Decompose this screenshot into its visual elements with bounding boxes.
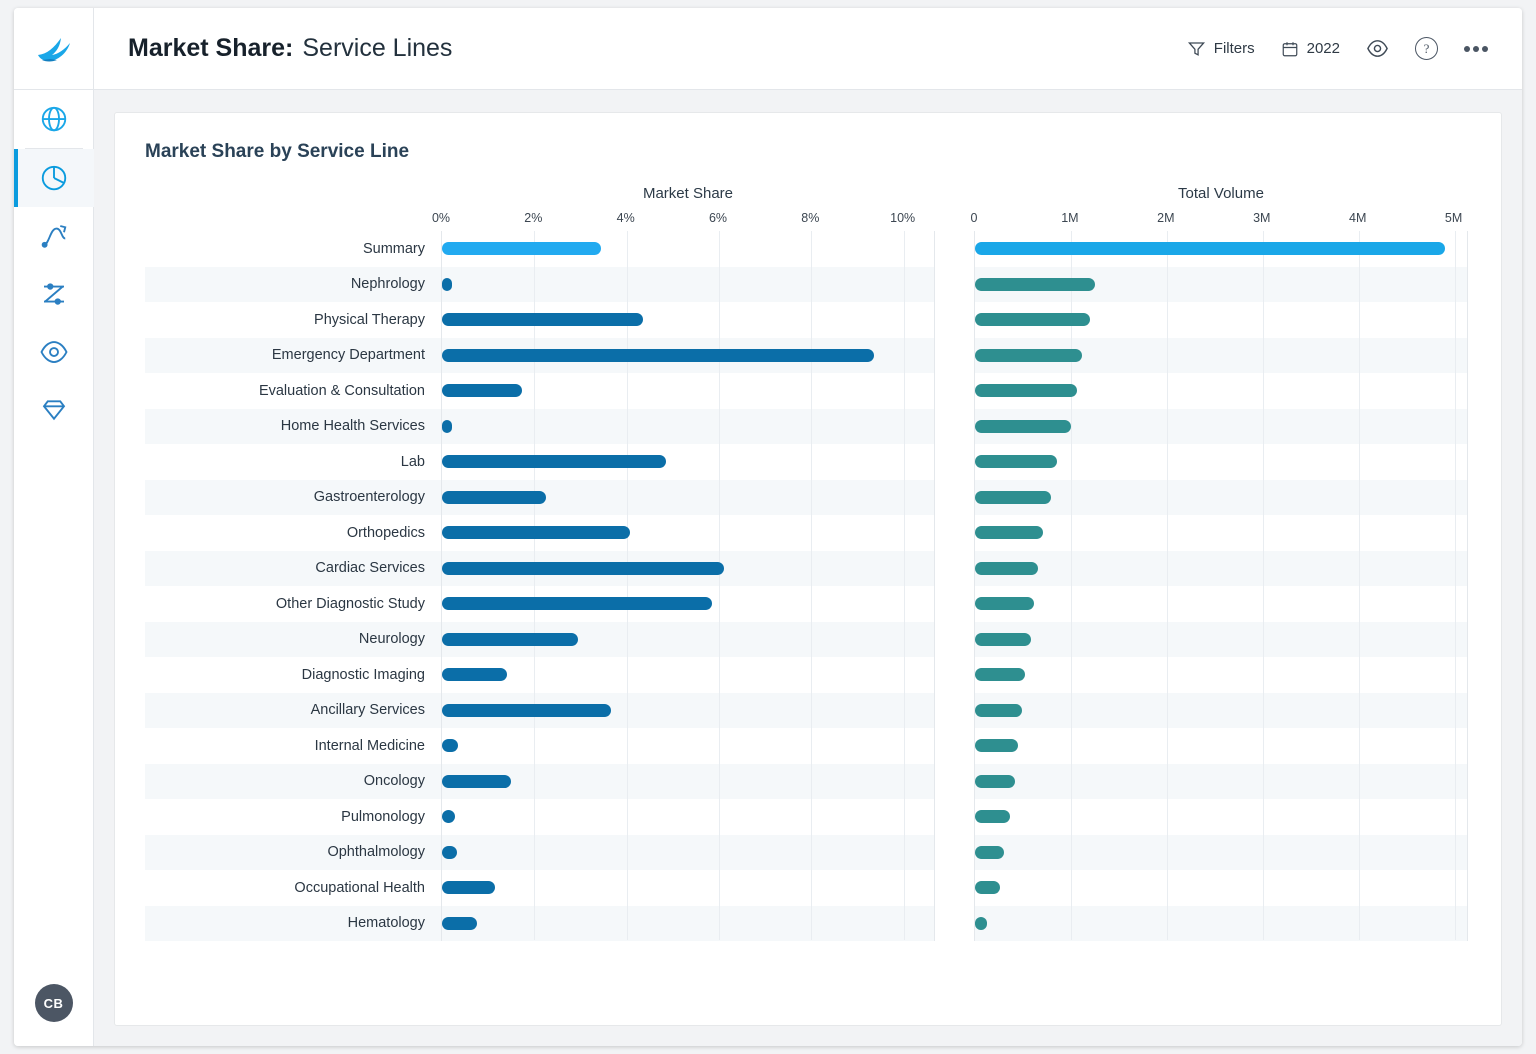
axis-tick-label: 4M: [1349, 211, 1367, 225]
visibility-button[interactable]: [1366, 37, 1389, 60]
category-label[interactable]: Ophthalmology: [327, 844, 425, 861]
pie-chart-icon: [39, 163, 69, 193]
category-label[interactable]: Evaluation & Consultation: [258, 382, 425, 399]
category-label[interactable]: Hematology: [347, 915, 425, 932]
panel-title-market-share: Market Share: [642, 185, 734, 202]
bar[interactable]: [442, 881, 495, 894]
axis-tick-label: 6%: [708, 211, 728, 225]
bar[interactable]: [975, 455, 1057, 468]
label-row-bands: [145, 231, 441, 941]
trend-arrow-icon: [39, 221, 69, 251]
sidebar: [14, 8, 94, 1046]
question-mark-icon: ?: [1415, 37, 1438, 60]
page-title-bold: Market Share:: [128, 34, 294, 62]
globe-icon: [39, 104, 69, 134]
panel-total-volume: [970, 185, 1468, 941]
avatar[interactable]: CB: [35, 984, 73, 1022]
bar[interactable]: [442, 526, 630, 539]
app-logo[interactable]: [14, 8, 93, 90]
more-options-icon: [1473, 46, 1479, 52]
axis-tick-label: 0%: [431, 211, 451, 225]
axis-tick-label: 2%: [524, 211, 543, 225]
bar[interactable]: [975, 562, 1038, 575]
topbar: [94, 8, 1522, 90]
row-band: [975, 551, 1467, 587]
bar[interactable]: [975, 597, 1034, 610]
axis-tick-label: 3M: [1253, 211, 1271, 225]
bar[interactable]: [975, 704, 1022, 717]
bar[interactable]: [442, 597, 712, 610]
category-label[interactable]: Oncology: [363, 773, 425, 790]
bar[interactable]: [442, 349, 874, 362]
chart-area: [145, 185, 1471, 941]
category-label[interactable]: Diagnostic Imaging: [301, 666, 425, 683]
bar[interactable]: [975, 242, 1445, 255]
axis-tick-label: 10%: [890, 211, 916, 225]
row-band: [442, 267, 934, 303]
row-band: [975, 622, 1467, 658]
bar[interactable]: [442, 278, 452, 291]
gridline: [534, 231, 535, 940]
filters-button[interactable]: [1187, 39, 1255, 58]
bar[interactable]: [975, 739, 1018, 752]
bar[interactable]: [975, 384, 1077, 397]
bar[interactable]: [975, 881, 1000, 894]
gridline: [1071, 231, 1072, 940]
row-band: [442, 906, 934, 942]
gridline: [1167, 231, 1168, 940]
row-band: [975, 906, 1467, 942]
row-band: [442, 764, 934, 800]
category-label[interactable]: Orthopedics: [346, 524, 425, 541]
plot-row-bands: [975, 231, 1467, 940]
axis-market-share: [431, 207, 935, 231]
category-label[interactable]: Cardiac Services: [315, 560, 425, 577]
help-button[interactable]: [1415, 37, 1438, 60]
more-options-button[interactable]: [1464, 46, 1488, 52]
network-flow-icon: [39, 279, 69, 309]
chart-title: Market Share by Service Line: [145, 141, 410, 162]
panel-title-total-volume: Total Volume: [1178, 185, 1264, 202]
bar[interactable]: [442, 704, 611, 717]
gridline: [1263, 231, 1264, 940]
bar[interactable]: [975, 775, 1015, 788]
axis-tick-label: 5M: [1444, 211, 1463, 225]
category-label[interactable]: Emergency Department: [271, 347, 425, 364]
bar[interactable]: [442, 633, 578, 646]
row-band: [442, 409, 934, 445]
bar[interactable]: [975, 846, 1004, 859]
row-band: [975, 764, 1467, 800]
bar[interactable]: [442, 668, 507, 681]
plot-total-volume: [974, 231, 1468, 941]
bar[interactable]: [442, 562, 724, 575]
bar[interactable]: [442, 420, 452, 433]
gridline: [1455, 231, 1456, 940]
plot-row-bands: [442, 231, 934, 940]
bar[interactable]: [975, 313, 1090, 326]
more-options-icon: [1482, 46, 1488, 52]
bar[interactable]: [442, 384, 522, 397]
sidebar-item-globe[interactable]: [14, 90, 94, 148]
sidebar-item-premium[interactable]: [14, 381, 94, 439]
page-title: [128, 34, 452, 63]
bird-logo-icon: [36, 34, 72, 64]
bar[interactable]: [442, 846, 457, 859]
bar[interactable]: [975, 491, 1051, 504]
year-button[interactable]: [1281, 40, 1340, 58]
sidebar-item-network[interactable]: [14, 265, 94, 323]
diamond-icon: [39, 395, 69, 425]
bar[interactable]: [975, 633, 1031, 646]
gridline: [904, 231, 905, 940]
axis-tick-label: 1M: [1061, 211, 1079, 225]
eye-icon: [39, 337, 69, 367]
bar[interactable]: [442, 242, 601, 255]
gridline: [719, 231, 720, 940]
sidebar-item-pie-chart[interactable]: [14, 149, 94, 207]
app-window: [14, 8, 1522, 1046]
bar[interactable]: [442, 491, 546, 504]
category-label[interactable]: Ancillary Services: [310, 702, 425, 719]
category-label[interactable]: Gastroenterology: [313, 489, 425, 506]
row-band: [975, 835, 1467, 871]
category-label[interactable]: Physical Therapy: [314, 311, 425, 328]
main-area: [94, 8, 1522, 1046]
category-label[interactable]: Other Diagnostic Study: [275, 595, 425, 612]
chart-card: [114, 112, 1502, 1026]
axis-tick-label: 8%: [801, 211, 820, 225]
bar[interactable]: [975, 668, 1025, 681]
row-band: [442, 835, 934, 871]
row-band: [975, 693, 1467, 729]
bar[interactable]: [442, 739, 458, 752]
bar[interactable]: [442, 313, 643, 326]
funnel-icon: [1187, 39, 1206, 58]
more-options-icon: [1464, 46, 1470, 52]
year-label: 2022: [1306, 40, 1340, 57]
sidebar-item-visibility[interactable]: [14, 323, 94, 381]
sidebar-item-trend[interactable]: [14, 207, 94, 265]
gridline: [627, 231, 628, 940]
category-label[interactable]: Internal Medicine: [314, 737, 425, 754]
filters-label: Filters: [1213, 40, 1255, 57]
axis-tick-label: 2M: [1157, 211, 1175, 225]
category-label[interactable]: Summary: [362, 240, 425, 257]
axis-tick-label: 4%: [616, 211, 635, 225]
category-label[interactable]: Lab: [400, 453, 425, 470]
bar[interactable]: [975, 526, 1043, 539]
category-label[interactable]: Nephrology: [350, 276, 425, 293]
category-label-column: [145, 185, 441, 941]
category-labels: [145, 231, 441, 941]
page-title-light: Service Lines: [302, 34, 453, 62]
calendar-icon: [1281, 40, 1299, 58]
eye-icon: [1366, 37, 1389, 60]
bar[interactable]: [975, 810, 1010, 823]
plot-market-share: [441, 231, 935, 941]
content: [94, 90, 1522, 1046]
gridline: [811, 231, 812, 940]
category-label[interactable]: Home Health Services: [280, 418, 425, 435]
panel-market-share: [431, 185, 935, 941]
bar[interactable]: [975, 349, 1082, 362]
bar[interactable]: [442, 455, 666, 468]
category-label[interactable]: Neurology: [358, 631, 425, 648]
axis-total-volume: [970, 207, 1468, 231]
bar[interactable]: [975, 278, 1095, 291]
topbar-actions: [1187, 37, 1488, 60]
bar[interactable]: [975, 420, 1071, 433]
category-label[interactable]: Occupational Health: [294, 879, 425, 896]
axis-tick-label: 0: [970, 211, 978, 225]
bar[interactable]: [975, 917, 987, 930]
category-label[interactable]: Pulmonology: [341, 808, 425, 825]
bar[interactable]: [442, 775, 511, 788]
bar[interactable]: [442, 917, 477, 930]
gridline: [1359, 231, 1360, 940]
